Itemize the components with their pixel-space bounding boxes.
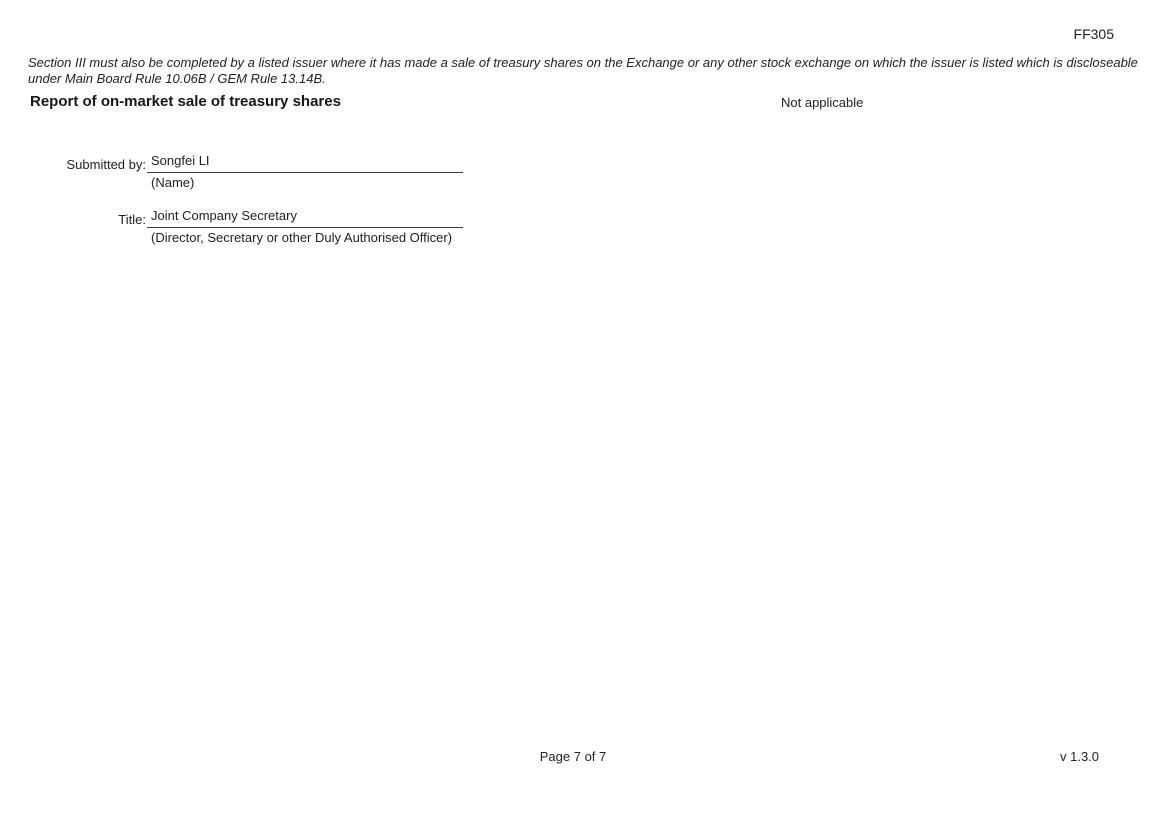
title-label: Title: [118,212,146,227]
page-number: Page 7 of 7 [539,749,607,764]
submitted-by-underline [147,152,463,173]
section-heading: Report of on-market sale of treasury shares [30,93,341,110]
title-underline [147,207,463,228]
form-code-label: FF305 [1073,26,1114,42]
title-field [28,207,463,245]
intro-note-line-1: Section III must also be completed by a listed issuer where it has made a sale of treasury shares on the Exchange or any other stock exchange on which the issuer is listed which is discloseable [28,55,1138,70]
submitted-by-field [28,152,463,190]
submitted-by-caption: (Name) [151,175,195,190]
intro-note [28,55,1146,86]
title-caption: (Director, Secretary or other Duly Authorised Officer) [151,230,453,245]
title-value: Joint Company Secretary [151,208,297,223]
intro-note-line-2: under Main Board Rule 10.06B / GEM Rule 13.14B. [28,70,326,86]
submitted-by-value: Songfei LI [151,153,210,168]
version-label: v 1.3.0 [1060,749,1100,764]
submitted-by-label: Submitted by: [66,157,146,172]
status-not-applicable: Not applicable [781,95,864,110]
